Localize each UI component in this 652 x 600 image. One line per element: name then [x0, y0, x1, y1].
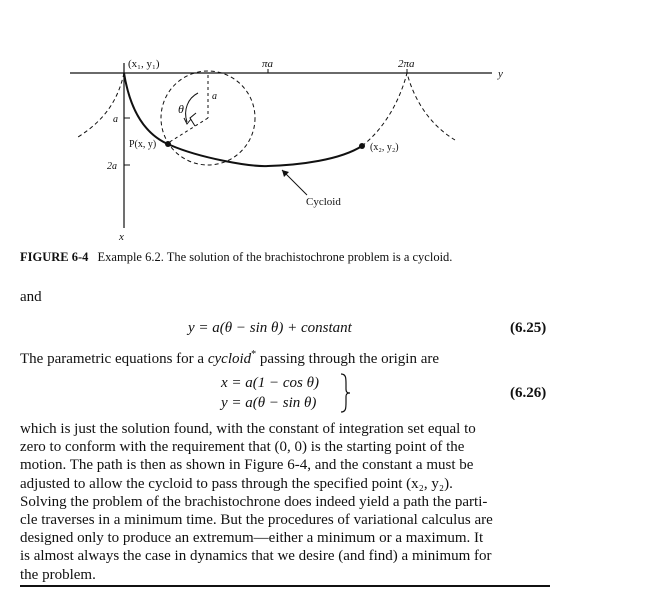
caption-label: FIGURE 6-4: [20, 250, 89, 264]
radius-to-p: [168, 118, 208, 143]
label-a-radius: a: [212, 91, 217, 102]
paragraph: [20, 420, 493, 584]
label-origin-point: (x₁, y₁): [128, 58, 160, 70]
para-line-3: motion. The path is then as shown in Figure 6-4, and the constant a must be: [20, 457, 474, 474]
equation-6-26-y: y = a(θ − sin θ): [221, 395, 317, 411]
label-2pi-a: 2πa: [398, 58, 415, 70]
label-point-p: P(x, y): [129, 139, 157, 150]
label-a-side: a: [113, 114, 118, 125]
point-end: [359, 143, 365, 149]
label-pi-a: πa: [262, 58, 274, 70]
para-line-1: which is just the solution found, with the constant of integration set equal to: [20, 421, 476, 437]
equation-brace: [339, 372, 351, 414]
para-line-6: cle traverses in a minimum time. But the procedures of variational calculus are: [20, 512, 493, 529]
label-end-point: (x₂, y₂): [370, 142, 399, 153]
para-line-8: is almost always the case in dynamics that we desire (and find) a minimum for: [20, 548, 492, 565]
label-cycloid: Cycloid: [306, 196, 341, 208]
param-intro-after: passing through the origin are: [256, 351, 440, 367]
and-word: and: [20, 289, 42, 305]
theta-arc: [186, 93, 198, 122]
param-intro-cycloid: cycloid: [207, 351, 252, 367]
equation-number-6-25: (6.25): [510, 320, 547, 336]
param-intro-star: *: [251, 349, 257, 360]
point-p: [165, 141, 171, 147]
param-intro-before: The parametric equations for a: [20, 351, 208, 367]
label-x-axis: x: [119, 231, 124, 243]
cycloid-figure: [0, 0, 652, 250]
equation-6-25: y = a(θ − sin θ) + constant: [188, 320, 352, 336]
equation-6-26-x: x = a(1 − cos θ): [221, 375, 320, 391]
para-line-5: Solving the problem of the brachistochrone does indeed yield a path the parti-: [20, 493, 488, 510]
para-line-4: adjusted to allow the cycloid to pass through the specified point (x₂, y₂).: [20, 475, 453, 492]
parametric-intro: [20, 346, 439, 368]
label-theta: θ: [178, 102, 184, 116]
label-y-axis: y: [498, 68, 503, 80]
para-line-2: zero to conform with the requirement that (0, 0) is the starting point of the: [20, 439, 465, 456]
theta-arrowhead: [184, 118, 191, 124]
para-line-7: designed only to produce an extremum—either a minimum or a maximum. It: [20, 530, 484, 547]
label-2a: 2a: [107, 161, 117, 172]
dashed-cycloid-right: [362, 73, 455, 146]
figure-caption: [20, 250, 452, 265]
dashed-cycloid-left: [78, 73, 124, 137]
caption-text: Example 6.2. The solution of the brachistochrone problem is a cycloid.: [97, 250, 453, 264]
para-line-9: the problem.: [20, 566, 96, 583]
equation-number-6-26: (6.26): [510, 385, 547, 401]
bottom-rule: [20, 585, 550, 587]
